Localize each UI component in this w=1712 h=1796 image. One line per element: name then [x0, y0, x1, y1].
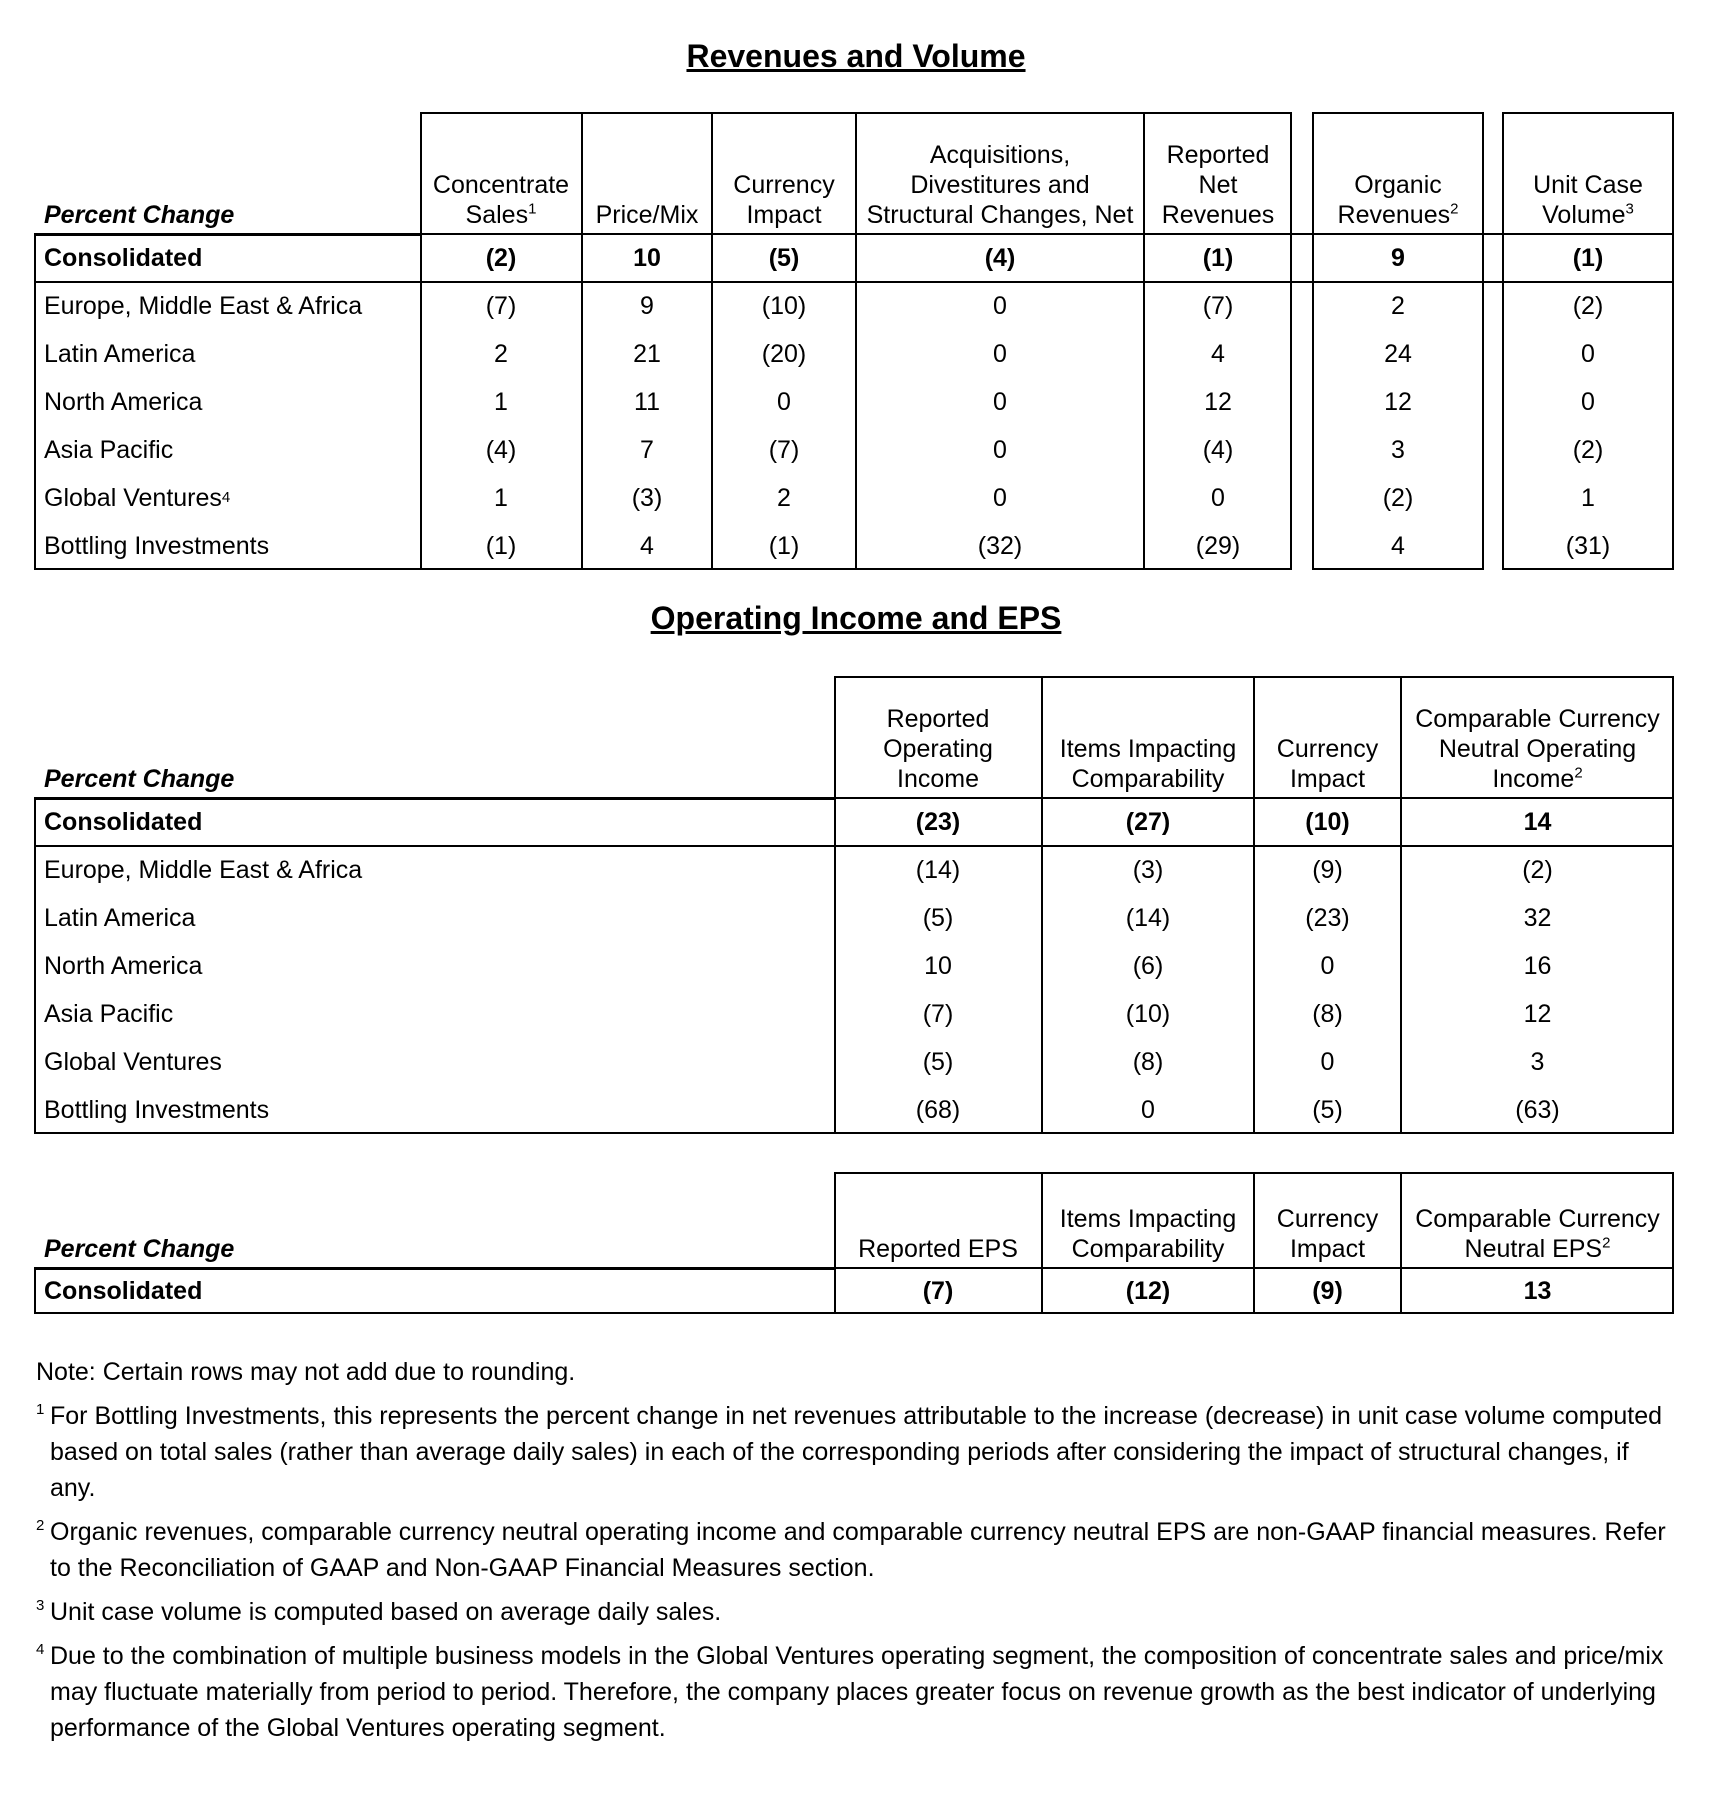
row-label	[34, 282, 418, 330]
table-cell: (68)	[915, 1096, 961, 1124]
table-cell: (7)	[922, 1277, 954, 1305]
table-cell: 1	[494, 388, 508, 416]
table-cell: 0	[1320, 1048, 1335, 1076]
percent-change-text: Percent Change	[44, 1235, 235, 1263]
table-cell: 0	[1211, 484, 1225, 512]
table-cell: (7)	[922, 1000, 954, 1028]
table-cell: 2	[494, 340, 508, 368]
table-cell: (5)	[768, 244, 800, 272]
column-header-text: Income	[1492, 765, 1575, 793]
table-cell: 4	[1211, 340, 1225, 368]
table-cell: (2)	[1572, 292, 1604, 320]
row-label	[34, 234, 418, 282]
table-cell: 10	[924, 952, 952, 980]
column-header-line: Currency	[1276, 1205, 1379, 1233]
table-cell: 9	[1391, 244, 1405, 272]
table-cell: 0	[993, 292, 1007, 320]
row-label	[34, 330, 418, 378]
column-header-line: Impact	[1289, 765, 1366, 793]
table-cell: 0	[993, 484, 1007, 512]
row-label: Consolidated	[44, 1277, 203, 1305]
table-cell: 24	[1384, 340, 1412, 368]
table-cell: (5)	[922, 904, 954, 932]
footnote-text: Due to the combination of multiple business models in the Global Ventures operating segment, the composition of concentrate sales and price/mix may fluctuate materially from period to period. Therefore, the company places greater focus on revenue growth as the best indicator of underlying performance of the Global Ventures operating segment.	[50, 1642, 1664, 1742]
column-header-line: Comparability	[1071, 765, 1225, 793]
superscript: 3	[1625, 200, 1634, 218]
column-header-line: Impact	[746, 201, 822, 229]
table-cell: (1)	[485, 532, 517, 560]
table-cell: (1)	[1202, 244, 1234, 272]
table-cell: (31)	[1565, 532, 1611, 560]
table-cell: (2)	[485, 244, 517, 272]
table-cell: 10	[633, 244, 661, 272]
percent-change-label	[34, 676, 534, 798]
row-label: Europe, Middle East & Africa	[44, 856, 363, 884]
column-header	[712, 112, 856, 234]
table-cell: 0	[1141, 1096, 1155, 1124]
table-cell: 0	[1581, 388, 1595, 416]
column-header-line: Impact	[1289, 1235, 1366, 1263]
table-cell: 0	[1320, 952, 1335, 980]
table-cell: (23)	[915, 808, 961, 836]
table-cell: 4	[640, 532, 654, 560]
footnotes	[36, 1354, 1676, 1754]
column-header-line: Neutral Operating	[1438, 735, 1637, 763]
table-cell: (4)	[1202, 436, 1234, 464]
column-header-line: Net	[1198, 171, 1238, 199]
column-header	[1042, 676, 1254, 798]
row-label-text: Global Ventures	[44, 484, 222, 512]
column-header	[1144, 112, 1292, 234]
table-cell: (2)	[1382, 484, 1414, 512]
column-header-line: Operating	[883, 735, 993, 763]
table-cell: (2)	[1572, 436, 1604, 464]
row-label: North America	[44, 952, 203, 980]
table-cell: (5)	[922, 1048, 954, 1076]
column-header-line: Items Impacting	[1059, 735, 1237, 763]
row-label: Global Ventures	[44, 1048, 222, 1076]
table-cell: (20)	[761, 340, 807, 368]
table-cell: (5)	[1312, 1096, 1343, 1124]
column-header-text: Neutral EPS	[1464, 1235, 1603, 1263]
footnote-mark: 4	[36, 1641, 45, 1658]
column-header-line: Price/Mix	[595, 201, 699, 229]
column-header-line: Unit Case	[1533, 171, 1643, 199]
table-cell: (7)	[768, 436, 800, 464]
table-cell: (27)	[1125, 808, 1171, 836]
table-cell: (12)	[1125, 1277, 1171, 1305]
table-cell: (4)	[485, 436, 517, 464]
percent-change-label	[34, 112, 414, 234]
column-header-text: Volume	[1542, 201, 1626, 229]
table-cell: (8)	[1132, 1048, 1164, 1076]
table-cell: (14)	[1125, 904, 1171, 932]
row-label: Latin America	[44, 904, 196, 932]
table-cell: 4	[1391, 532, 1405, 560]
column-header-text: Sales	[465, 201, 529, 229]
column-header-text: Revenues	[1337, 201, 1451, 229]
table-cell: (3)	[1132, 856, 1164, 884]
column-header-line	[466, 200, 537, 230]
column-header	[1312, 112, 1484, 234]
footnote-text: For Bottling Investments, this represents the percent change in net revenues attributable to the increase (decrease) in unit case volume computed based on total sales (rather than average daily sales) in each of the corresponding periods after considering the impact of structural changes, if any.	[50, 1402, 1662, 1502]
column-header	[420, 112, 582, 234]
row-label-text: North America	[44, 388, 203, 416]
column-header-line: Concentrate	[432, 171, 570, 199]
table-cell: 12	[1523, 1000, 1552, 1028]
row-label	[34, 522, 418, 570]
table-cell: (7)	[485, 292, 517, 320]
table-cell: 0	[993, 388, 1007, 416]
column-header-line: Acquisitions,	[929, 141, 1071, 169]
revenues-title: Revenues and Volume	[686, 38, 1026, 74]
table-cell: 3	[1530, 1048, 1545, 1076]
column-header	[1401, 1172, 1674, 1268]
superscript: 1	[528, 200, 537, 218]
column-header-line: Items Impacting	[1059, 1205, 1237, 1233]
superscript: 2	[1450, 200, 1459, 218]
table-cell: (32)	[977, 532, 1023, 560]
table-cell: (1)	[768, 532, 800, 560]
footnote-mark: 2	[36, 1517, 45, 1534]
superscript: 2	[1602, 1234, 1611, 1252]
column-header	[1502, 112, 1674, 234]
table-cell: (63)	[1515, 1096, 1560, 1124]
column-header-line: Income	[897, 765, 979, 793]
row-label-text: Consolidated	[44, 244, 203, 272]
column-header-line: Revenues	[1161, 201, 1275, 229]
table-cell: (9)	[1312, 1277, 1343, 1305]
rounding-note: Note: Certain rows may not add due to rounding.	[36, 1358, 576, 1386]
row-label-text: Asia Pacific	[44, 436, 174, 464]
column-header	[582, 112, 712, 234]
percent-change-text: Percent Change	[44, 201, 235, 229]
footnote-2	[36, 1514, 1676, 1586]
column-header-line: Organic	[1354, 171, 1442, 199]
table-cell: 7	[640, 436, 654, 464]
table-cell: (2)	[1522, 856, 1553, 884]
table-cell: 0	[993, 340, 1007, 368]
table-cell: 2	[777, 484, 791, 512]
column-header-line: Comparable Currency	[1415, 705, 1660, 733]
column-header	[1254, 1172, 1401, 1268]
footnote-mark: 3	[36, 1597, 45, 1614]
table-cell: 3	[1391, 436, 1405, 464]
row-label: Bottling Investments	[44, 1096, 270, 1124]
footnote-4	[36, 1638, 1676, 1746]
column-header-line	[1542, 200, 1634, 230]
table-cell: (7)	[1202, 292, 1234, 320]
column-header	[856, 112, 1144, 234]
column-header-line: Reported EPS	[858, 1235, 1018, 1263]
table-cell: (1)	[1572, 244, 1604, 272]
table-cell: (4)	[984, 244, 1016, 272]
table-cell: (29)	[1195, 532, 1241, 560]
table-cell: 1	[1581, 484, 1595, 512]
table-cell: 12	[1204, 388, 1232, 416]
column-header-line: Currency	[733, 171, 835, 199]
row-label-text: Europe, Middle East & Africa	[44, 292, 363, 320]
column-header	[834, 1172, 1042, 1268]
table-cell: 0	[777, 388, 791, 416]
column-header	[1401, 676, 1674, 798]
table-cell: (14)	[915, 856, 961, 884]
table-cell: 0	[1581, 340, 1595, 368]
table-cell: 11	[634, 388, 660, 416]
column-header	[1042, 1172, 1254, 1268]
row-label	[34, 378, 418, 426]
column-header-line: Comparability	[1071, 1235, 1225, 1263]
table-cell: 12	[1384, 388, 1412, 416]
table-cell: (6)	[1132, 952, 1164, 980]
percent-change-text: Percent Change	[44, 765, 235, 793]
column-header	[1254, 676, 1401, 798]
table-cell: (23)	[1305, 904, 1350, 932]
column-header-line: Reported	[1166, 141, 1270, 169]
footnote-1	[36, 1398, 1676, 1506]
column-header	[834, 676, 1042, 798]
row-label: Asia Pacific	[44, 1000, 174, 1028]
table-cell: (10)	[1125, 1000, 1171, 1028]
operating-title: Operating Income and EPS	[650, 600, 1062, 636]
table-cell: (10)	[761, 292, 807, 320]
column-header-line: Comparable Currency	[1415, 1205, 1660, 1233]
footnote-3	[36, 1594, 1676, 1630]
table-cell: 16	[1523, 952, 1552, 980]
row-label	[34, 426, 418, 474]
row-label-text: Latin America	[44, 340, 196, 368]
column-header-line	[1492, 764, 1582, 794]
superscript: 2	[1574, 764, 1583, 782]
table-cell: 1	[494, 484, 508, 512]
column-header-line: Divestitures and	[910, 171, 1090, 199]
column-header-line: Currency	[1276, 735, 1379, 763]
row-label: Global Ventures 4	[44, 484, 231, 512]
table-cell: 13	[1523, 1277, 1552, 1305]
column-header-line	[1338, 200, 1459, 230]
column-header-line: Reported	[886, 705, 990, 733]
table-cell: 21	[633, 340, 661, 368]
table-cell: 14	[1523, 808, 1552, 836]
percent-change-label	[34, 1172, 534, 1268]
table-cell: (10)	[1305, 808, 1350, 836]
table-cell: (3)	[631, 484, 663, 512]
table-cell: (8)	[1312, 1000, 1343, 1028]
table-cell: (9)	[1312, 856, 1343, 884]
table-cell: 9	[640, 292, 654, 320]
table-cell: 2	[1391, 292, 1405, 320]
column-header-line	[1465, 1234, 1611, 1264]
row-label: Consolidated	[44, 808, 203, 836]
footnote-mark: 1	[36, 1401, 45, 1418]
row-label-text: Bottling Investments	[44, 532, 270, 560]
table-cell: 0	[993, 436, 1007, 464]
footnote-text: Organic revenues, comparable currency neutral operating income and comparable currency neutral EPS are non-GAAP financial measures. Refer to the Reconciliation of GAAP and Non-GAAP Financial Measures section.	[50, 1518, 1666, 1582]
table-cell: 32	[1523, 904, 1552, 932]
column-header-line: Structural Changes, Net	[866, 201, 1134, 229]
footnote-text: Unit case volume is computed based on average daily sales.	[50, 1598, 722, 1626]
